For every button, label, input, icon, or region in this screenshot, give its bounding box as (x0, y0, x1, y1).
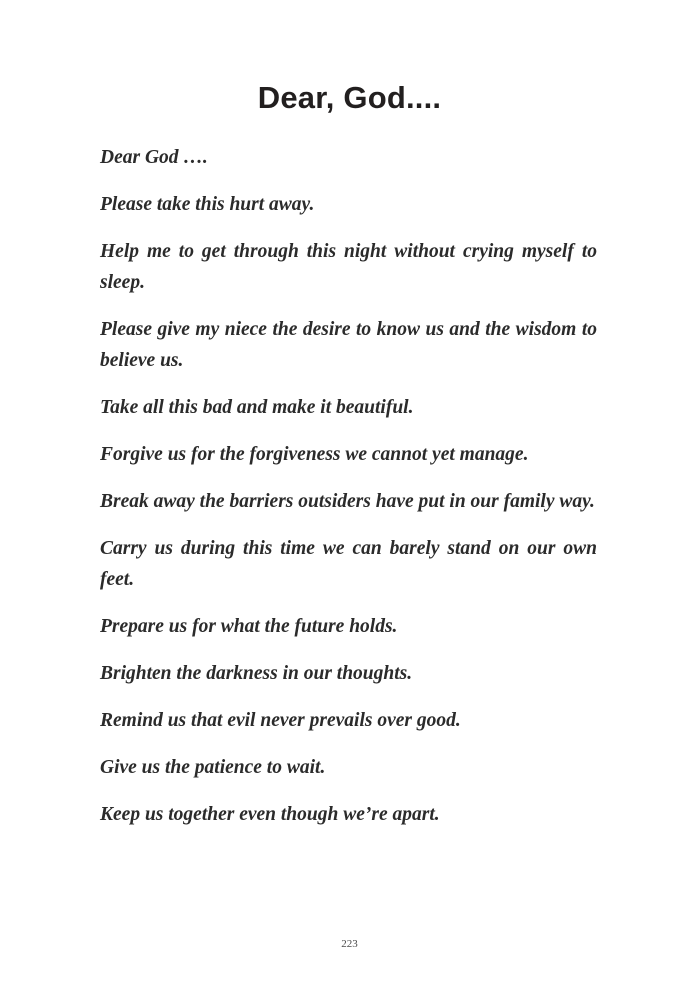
paragraph: Please give my niece the desire to know us and the wisdom to believe us. (100, 319, 597, 371)
paragraph: Prepare us for what the future holds. (100, 616, 398, 637)
paragraph: Remind us that evil never prevails over good. (100, 710, 461, 731)
paragraph: Forgive us for the forgiveness we cannot yet manage. (100, 444, 529, 465)
paragraph: Brighten the darkness in our thoughts. (100, 663, 413, 684)
page-number: 223 (341, 938, 358, 950)
paragraph: Carry us during this time we can barely stand on our own feet. (100, 538, 597, 590)
paragraph: Please take this hurt away. (100, 194, 315, 215)
paragraph: Give us the patience to wait. (100, 757, 326, 778)
paragraph: Keep us together even though we’re apart. (100, 804, 440, 825)
page-title: Dear, God.... (257, 80, 442, 115)
paragraph: Take all this bad and make it beautiful. (100, 397, 414, 418)
paragraph: Dear God …. (100, 147, 208, 168)
paragraph: Break away the barriers outsiders have put in our family way. (100, 491, 595, 512)
paragraph: Help me to get through this night without crying myself to sleep. (100, 241, 597, 293)
document-body (0, 116, 699, 830)
